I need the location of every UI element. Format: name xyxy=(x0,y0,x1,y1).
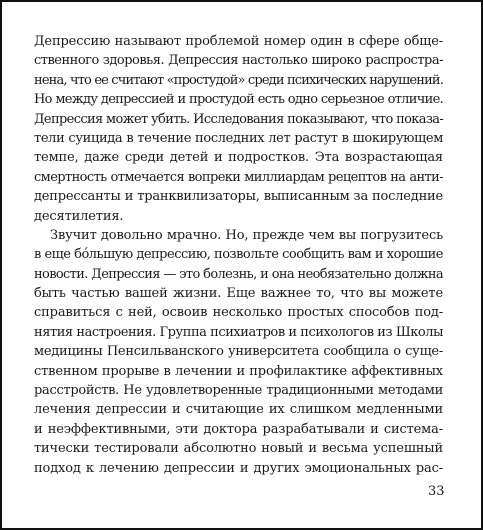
text-line: ственном прорыве в лечении и профилактике аффективных xyxy=(34,363,443,379)
text-line: темпе, даже среди детей и подростков. Эта возрастающая xyxy=(34,150,443,166)
text-line: расстройств. Не удовлетворенные традиционными методами xyxy=(34,383,443,399)
text-line: справиться с ней, освоив несколько простых способов под- xyxy=(34,305,443,321)
text-line: медицины Пенсильванского университета сообщила о суще- xyxy=(34,344,443,360)
body-text xyxy=(34,32,443,478)
text-line: лечения депрессии и считающие их слишком медленными xyxy=(34,402,443,418)
text-line: смертность отмечается вопреки миллиардам рецептов на анти- xyxy=(34,169,443,185)
page-number: 33 xyxy=(428,484,445,499)
text-line: в еще бóльшую депрессию, позвольте сообщить вам и хорошие xyxy=(34,247,443,263)
text-line: новости. Депрессия — это болезнь, и она необязательно должна xyxy=(34,266,443,282)
text-line: десятилетия. xyxy=(34,208,124,224)
text-line: Депрессия может убить. Исследования показывают, что показа- xyxy=(34,111,444,127)
text-line: ственного здоровья. Депрессия настолько широко распростра- xyxy=(34,53,443,69)
text-line: Но между депрессией и простудой есть одно серьезное отличие. xyxy=(34,92,443,108)
text-line: тели суицида в течение последних лет растут в шокирующем xyxy=(34,130,443,146)
text-line: тически тестировали абсолютно новый и весьма успешный xyxy=(34,441,443,457)
text-line: нена, что ее считают «простудой» среди психических нарушений. xyxy=(34,72,443,88)
text-line: подход к лечению депрессии и других эмоциональных рас- xyxy=(34,460,443,476)
text-line: быть частью вашей жизни. Еще важнее то, что вы можете xyxy=(34,286,443,302)
text-line: Депрессию называют проблемой номер один в сфере обще- xyxy=(34,34,443,49)
text-line: Звучит довольно мрачно. Но, прежде чем вы погрузитесь xyxy=(50,227,443,243)
text-line: нятия настроения. Группа психиатров и психологов из Школы xyxy=(34,324,443,340)
text-line: и неэффективными, эти доктора разрабатывали и система- xyxy=(34,421,443,437)
text-line: депрессанты и транквилизаторы, выписанным за последние xyxy=(34,189,443,205)
